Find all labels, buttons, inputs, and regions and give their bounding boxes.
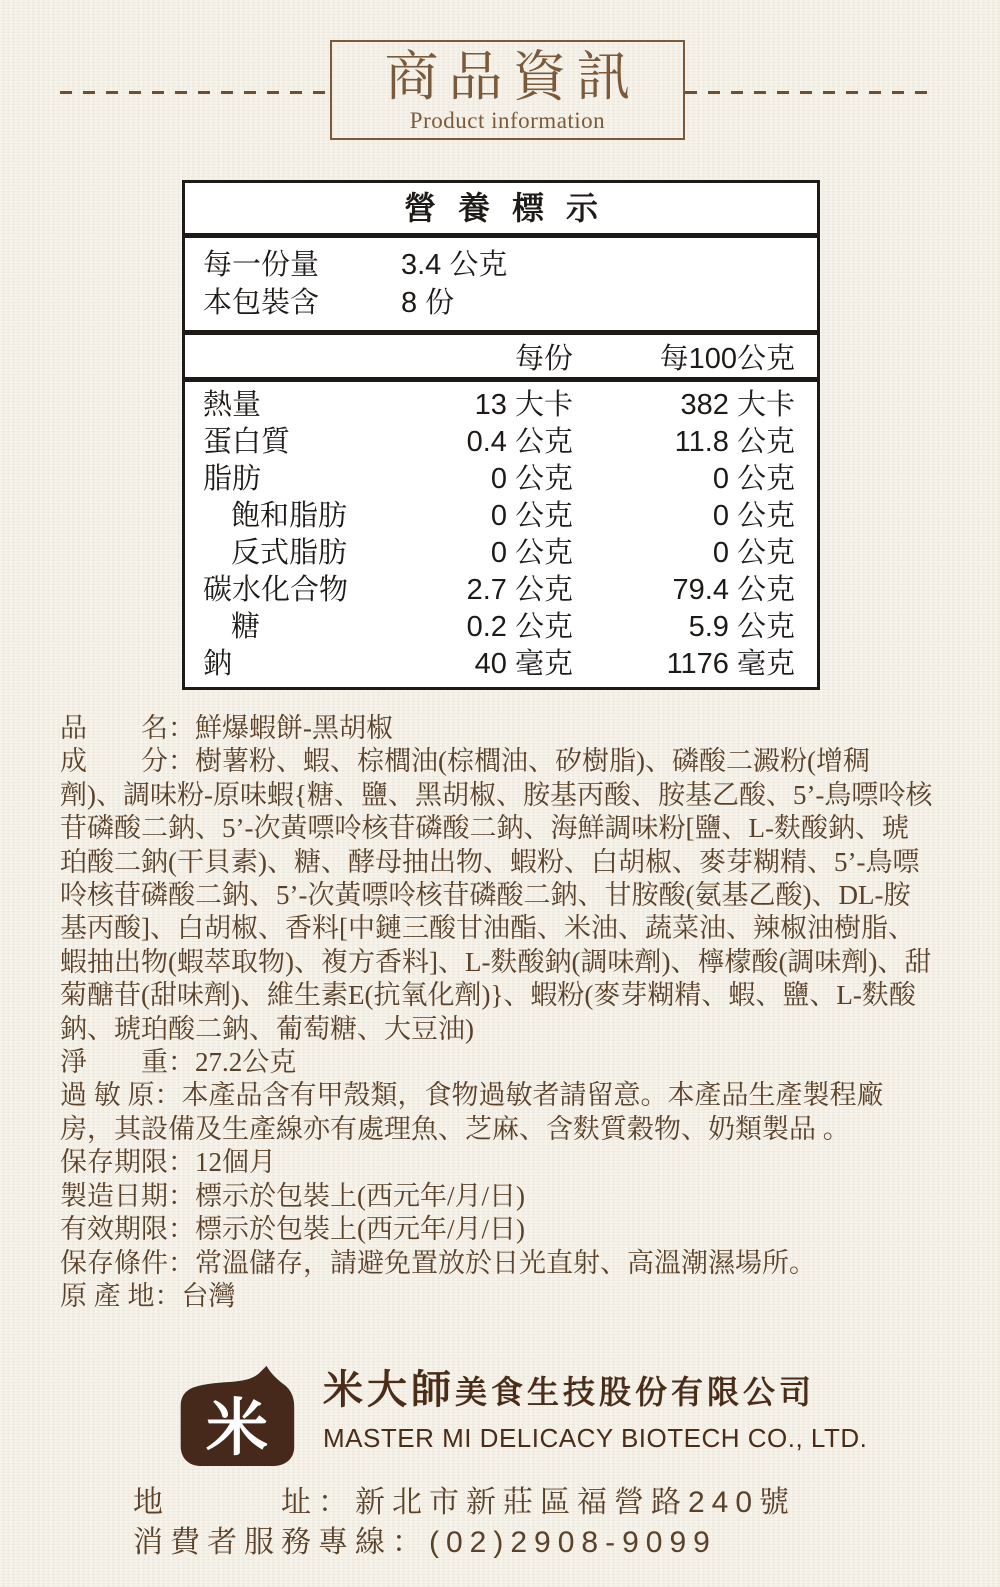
detail-line-shelf-life: 保存期限：12個月 [60,1147,276,1178]
company-block [323,1358,867,1454]
detail-line-manufacture-date: 製造日期：標示於包裝上(西元年/月/日) [60,1180,525,1211]
page-title: 商品資訊 [384,47,641,107]
product-details [60,712,950,1313]
row-label: 蛋白質 [203,426,291,458]
serving-section [185,238,817,335]
nutrition-title: 營養標示 [185,183,817,238]
detail-line-expiry-date: 有效期限：標示於包裝上(西元年/月/日) [60,1214,525,1245]
logo-glyph: 米 [205,1393,268,1463]
per-serving-value: 13 大卡 [474,389,573,421]
table-row [185,646,795,683]
detail-line-storage: 保存條件：常溫儲存，請避免置放於日光直射、高溫潮濕場所。 [60,1247,816,1278]
dashed-line-left [60,91,330,94]
detail-line-origin: 原 產 地：台灣 [60,1280,236,1311]
detail-line: 珀酸二鈉(干貝素)、糖、酵母抽出物、蝦粉、白胡椒、麥芽糊精、5’-鳥嘌 [60,846,920,877]
per-100g-header: 每100公克 [659,342,795,375]
page-subtitle: Product information [409,108,606,133]
detail-line: 呤核苷磷酸二鈉、5’-次黃嘌呤核苷磷酸二鈉、甘胺酸(氨基乙酸)、DL-胺 [60,880,911,911]
row-label: 脂肪 [203,463,262,495]
per-serving-header: 每份 [514,342,573,375]
per-100g-value: 79.4 公克 [672,574,795,606]
per-100g-value: 0 公克 [712,500,795,532]
detail-line-ingredients: 成 分：樹薯粉、蝦、棕櫚油(棕櫚油、矽樹脂)、磷酸二澱粉(增稠 [60,746,870,777]
per-serving-value: 0 公克 [490,463,573,495]
table-row [185,498,795,535]
per-100g-value: 11.8 公克 [674,426,795,458]
per-100g-value: 382 大卡 [680,389,795,421]
detail-line: 基丙酸]、白胡椒、香料[中鏈三酸甘油酯、米油、蔬菜油、辣椒油樹脂、 [60,913,915,944]
detail-line: 房，其設備及生產線亦有處理魚、芝麻、含麩質穀物、奶類製品 。 [60,1113,850,1144]
row-label: 鈉 [203,648,233,680]
per-serving-value: 40 毫克 [474,648,573,680]
serving-size-value: 3.4 公克 [401,249,508,281]
table-row [185,535,795,572]
per-serving-value: 0.2 公克 [466,611,573,643]
serving-row [185,246,817,284]
detail-line: 苷磷酸二鈉、5’-次黃嘌呤核苷磷酸二鈉、海鮮調味粉[鹽、L-麩酸鈉、琥 [60,813,909,844]
row-label: 碳水化合物 [203,574,349,606]
nutrition-table [182,180,820,690]
row-label: 飽和脂肪 [231,500,348,532]
per-100g-value: 1176 毫克 [666,648,795,680]
per-serving-value: 2.7 公克 [466,574,573,606]
row-label: 熱量 [203,389,262,421]
detail-line-net-weight: 淨 重：27.2公克 [60,1047,297,1078]
detail-line: 鈉、琥珀酸二鈉、葡萄糖、大豆油) [60,1013,474,1044]
table-row [185,609,795,646]
nutrition-rows [185,382,817,683]
row-label: 糖 [231,611,261,643]
contact-block [133,1483,796,1563]
serving-row [185,284,817,322]
servings-per-pack-label: 本包裝含 [203,287,320,319]
per-serving-value: 0 公克 [490,537,573,569]
dashed-line-right [685,91,935,94]
per-serving-value: 0 公克 [490,500,573,532]
company-logo [178,1360,296,1470]
per-100g-value: 0 公克 [712,463,795,495]
detail-line-product-name: 品 名：鮮爆蝦餅-黑胡椒 [60,713,393,743]
per-100g-value: 5.9 公克 [688,611,795,643]
detail-line: 菊醣苷(甜味劑)、維生素E(抗氧化劑)}、蝦粉(麥芽糊精、蝦、鹽、L-麩酸 [60,980,916,1011]
servings-per-pack-value: 8 份 [401,287,455,319]
company-name-emphasis: 米大師 [323,1368,455,1412]
per-100g-value: 0 公克 [712,537,795,569]
table-row [185,461,795,498]
per-serving-value: 0.4 公克 [466,426,573,458]
table-row [185,424,795,461]
row-label: 反式脂肪 [231,537,348,569]
serving-size-label: 每一份量 [203,249,320,281]
detail-line-allergen: 過 敏 原：本產品含有甲殼類，食物過敏者請留意。本產品生產製程廠 [60,1080,884,1111]
company-name [323,1358,867,1415]
phone-line: 消費者服務專線：(02)2908-9099 [133,1526,717,1559]
section-header-box [330,40,685,140]
company-name-rest: 美食生技股份有限公司 [455,1374,816,1410]
table-row [185,387,795,424]
column-header-row [185,335,817,382]
table-row [185,572,795,609]
company-name-english: MASTER MI DELICACY BIOTECH CO., LTD. [323,1423,868,1453]
detail-line: 劑)、調味粉-原味蝦{糖、鹽、黑胡椒、胺基丙酸、胺基乙酸、5’-鳥嘌呤核 [60,779,933,810]
detail-line: 蝦抽出物(蝦萃取物)、複方香料]、L-麩酸鈉(調味劑)、檸檬酸(調味劑)、甜 [60,946,932,977]
address-line: 地 址：新北市新莊區福營路240號 [133,1486,797,1519]
